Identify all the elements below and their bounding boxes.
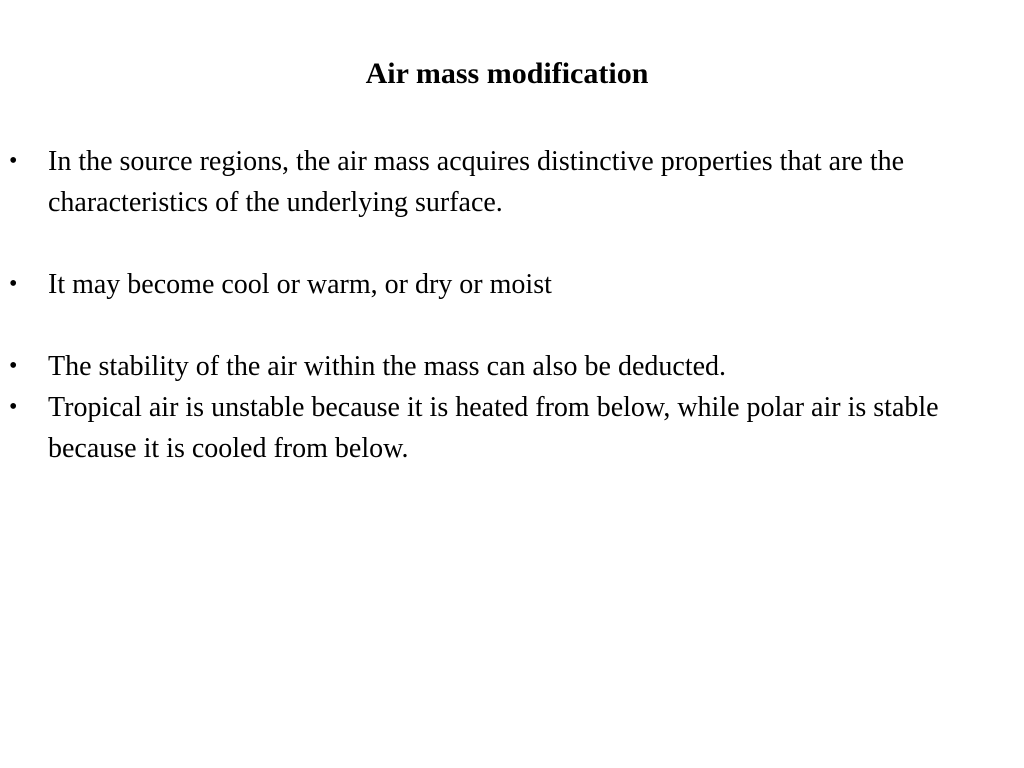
bullet-item [0,387,1010,469]
bullet-dot-icon: • [9,271,18,297]
bullet-list [0,141,1010,469]
bullet-item [0,264,1010,305]
bullet-text: In the source regions, the air mass acquires distinctive properties that are the characteristics of the underlying surface. [48,146,905,218]
bullet-dot-icon: • [9,353,18,379]
bullet-item [0,141,1010,223]
bullet-dot-icon: • [9,394,18,420]
bullet-text: Tropical air is unstable because it is heated from below, while polar air is stable because it is cooled from below. [48,392,939,464]
slide-title: Air mass modification [365,57,649,90]
bullet-text: The stability of the air within the mass can also be deducted. [48,351,727,382]
bullet-text: It may become cool or warm, or dry or moist [48,269,552,300]
bullet-item [0,346,1010,387]
bullet-dot-icon: • [9,148,18,174]
